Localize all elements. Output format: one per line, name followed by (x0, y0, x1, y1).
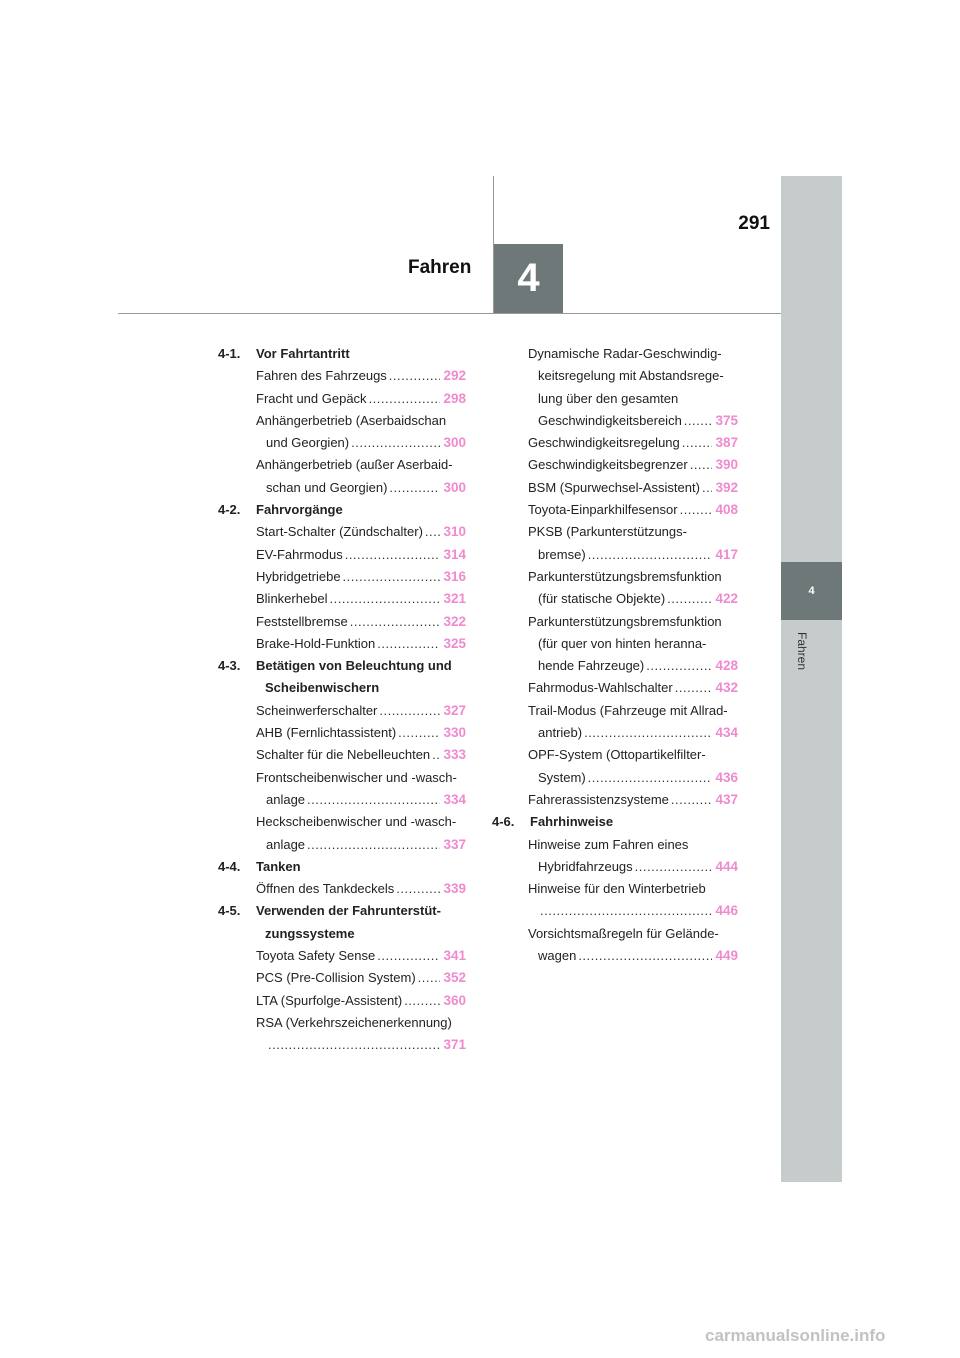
page-link[interactable]: 325 (443, 635, 466, 651)
entry-line: Hybridfahrzeugs (538, 858, 633, 874)
toc-entry[interactable] (218, 365, 466, 387)
entry-last-line (256, 945, 466, 967)
toc-entry[interactable] (218, 544, 466, 566)
section-title-line: Verwenden der Fahrunterstüt- (256, 903, 441, 919)
entry-last-line (256, 521, 466, 543)
dot-leader (682, 432, 713, 454)
toc-entry[interactable] (218, 410, 466, 455)
page-link[interactable]: 390 (715, 457, 738, 473)
entry-last-line (528, 432, 738, 454)
entry-line: Öffnen des Tankdeckels (256, 881, 395, 897)
entry-last-line (528, 499, 738, 521)
entry-line: Parkunterstützungsbremsfunktion (528, 568, 722, 584)
dot-leader (588, 767, 713, 789)
page-link[interactable]: 327 (443, 702, 466, 718)
entry-last-line (256, 611, 466, 633)
entry-last-line (528, 454, 738, 476)
page-link[interactable]: 444 (715, 858, 738, 874)
entry-line: Dynamische Radar-Geschwindig- (528, 346, 722, 361)
toc-entry[interactable] (492, 700, 738, 745)
toc-section-heading (218, 900, 466, 945)
entry-last-line (256, 878, 466, 900)
section-title-line: Vor Fahrtantritt (256, 346, 350, 361)
dot-leader (351, 432, 440, 454)
toc-entry[interactable] (218, 767, 466, 812)
toc-entry[interactable] (492, 454, 738, 476)
page-link[interactable]: 446 (715, 903, 738, 919)
dot-leader (343, 566, 441, 588)
section-title-line: Betätigen von Beleuchtung und (256, 658, 452, 674)
toc-entry[interactable] (218, 454, 466, 499)
entry-line: RSA (Verkehrszeichenerkennung) (256, 1014, 452, 1030)
toc-right-column (492, 343, 738, 967)
toc-entry[interactable] (218, 744, 466, 766)
page-link[interactable]: 437 (715, 791, 738, 807)
page-link[interactable]: 334 (443, 791, 466, 807)
entry-last-line (528, 477, 738, 499)
side-chapter-tab[interactable]: 4 (781, 562, 842, 620)
entry-line: antrieb) (538, 725, 583, 741)
entry-line: PKSB (Parkunterstützungs- (528, 524, 687, 540)
section-number: 4-1. (218, 346, 241, 361)
entry-last-line (256, 834, 466, 856)
page-link[interactable]: 300 (443, 479, 466, 495)
page-link[interactable]: 339 (443, 881, 466, 897)
toc-entry[interactable] (492, 521, 738, 566)
section-number: 4-3. (218, 658, 241, 674)
entry-last-line (528, 722, 738, 744)
dot-leader (377, 945, 440, 967)
page-link[interactable]: 387 (715, 435, 738, 451)
dot-leader (418, 967, 441, 989)
chapter-title: Fahren (408, 257, 472, 278)
toc-section-heading (218, 655, 466, 700)
dot-leader (671, 789, 713, 811)
page-link[interactable]: 300 (443, 435, 466, 451)
entry-last-line (256, 633, 466, 655)
page-link[interactable]: 316 (443, 568, 466, 584)
dot-leader (379, 700, 440, 722)
entry-line: Vorsichtsmaßregeln für Gelände- (528, 925, 719, 941)
toc-entry[interactable] (218, 722, 466, 744)
toc-entry[interactable] (492, 878, 738, 923)
section-title-line: Fahrhinweise (530, 814, 614, 830)
toc-entry[interactable] (218, 1012, 466, 1057)
entry-line: Fahrmodus-Wahlschalter (528, 680, 673, 696)
entry-line: schan und Georgien) (266, 479, 388, 495)
toc-entry[interactable] (218, 811, 466, 856)
entry-line: keitsregelung mit Abstandsrege- (538, 368, 724, 384)
toc-left-column (218, 343, 466, 1057)
toc-entry[interactable] (492, 566, 738, 611)
entry-line: bremse) (538, 546, 586, 562)
entry-line: (für quer von hinten heranna- (538, 635, 707, 651)
toc-entry[interactable] (218, 588, 466, 610)
dot-leader (404, 990, 440, 1012)
toc-entry[interactable] (218, 700, 466, 722)
section-number: 4-5. (218, 903, 241, 919)
entry-line: hende Fahrzeuge) (538, 658, 645, 674)
entry-line: OPF-System (Ottopartikelfilter- (528, 747, 706, 763)
dot-leader (425, 521, 441, 543)
toc-entry[interactable] (492, 499, 738, 521)
entry-last-line (256, 990, 466, 1012)
entry-last-line (528, 588, 738, 610)
dot-leader (389, 477, 440, 499)
entry-last-line (256, 1034, 466, 1056)
toc-entry[interactable] (492, 432, 738, 454)
entry-last-line (256, 967, 466, 989)
page-link[interactable]: 371 (443, 1037, 466, 1053)
dot-leader (389, 365, 441, 387)
page-link[interactable]: 434 (715, 725, 738, 741)
toc-entry[interactable] (218, 945, 466, 967)
dot-leader (635, 856, 713, 878)
dot-leader (268, 1034, 440, 1056)
entry-line: PCS (Pre-Collision System) (256, 970, 416, 986)
toc-section-heading (492, 811, 738, 833)
entry-last-line (256, 722, 466, 744)
entry-line: Hinweise zum Fahren eines (528, 836, 689, 852)
entry-last-line (256, 544, 466, 566)
entry-line: lung über den gesamten (538, 390, 679, 406)
toc-entry[interactable] (492, 789, 738, 811)
dot-leader (396, 878, 440, 900)
entry-line: Hybridgetriebe (256, 568, 341, 584)
entry-line: Heckscheibenwischer und -wasch- (256, 814, 457, 830)
entry-line: System) (538, 769, 586, 785)
dot-leader (690, 454, 713, 476)
side-chapter-label-text: Fahren (795, 632, 809, 671)
dot-leader (646, 655, 712, 677)
toc-entry[interactable] (492, 744, 738, 789)
entry-line: Hinweise für den Winterbetrieb (528, 881, 706, 897)
toc-entry[interactable] (218, 521, 466, 543)
dot-leader (432, 744, 440, 766)
entry-line: wagen (538, 948, 577, 964)
entry-line: Schalter für die Nebelleuchten (256, 747, 431, 763)
header-horizontal-rule (118, 313, 781, 314)
entry-line: und Georgien) (266, 435, 350, 451)
page-link[interactable]: 408 (715, 502, 738, 518)
page-link[interactable]: 375 (715, 412, 738, 428)
section-number: 4-4. (218, 858, 241, 874)
entry-last-line (256, 588, 466, 610)
toc-entry[interactable] (492, 834, 738, 879)
page-link[interactable]: 322 (443, 613, 466, 629)
page-link[interactable]: 310 (443, 524, 466, 540)
entry-line: Trail-Modus (Fahrzeuge mit Allrad- (528, 702, 728, 718)
entry-line: Geschwindigkeitsbereich (538, 412, 682, 428)
entry-line: Fracht und Gepäck (256, 390, 367, 406)
entry-line: Brake-Hold-Funktion (256, 635, 376, 651)
page-number: 291 (738, 213, 770, 234)
section-title (256, 655, 466, 700)
entry-last-line (528, 544, 738, 566)
entry-line: Start-Schalter (Zündschalter) (256, 524, 423, 540)
entry-line: (für statische Objekte) (538, 591, 666, 607)
entry-last-line (256, 789, 466, 811)
section-title (256, 856, 466, 878)
page-link[interactable]: 330 (443, 725, 466, 741)
entry-last-line (256, 477, 466, 499)
entry-line: Parkunterstützungsbremsfunktion (528, 613, 722, 629)
entry-line: Toyota Safety Sense (256, 948, 376, 964)
watermark: carmanualsonline.info (705, 1326, 886, 1345)
toc-entry[interactable] (218, 566, 466, 588)
section-number: 4-6. (492, 814, 515, 830)
dot-leader (350, 611, 441, 633)
page-link[interactable]: 360 (443, 992, 466, 1008)
page-link[interactable]: 337 (443, 836, 466, 852)
section-title-line: Fahrvorgänge (256, 502, 343, 518)
entry-last-line (528, 410, 738, 432)
toc-entry[interactable] (218, 878, 466, 900)
entry-last-line (528, 655, 738, 677)
entry-line: Anhängerbetrieb (Aserbaidschan (256, 412, 447, 428)
entry-line: Feststellbremse (256, 613, 348, 629)
chapter-number-box: 4 (494, 244, 563, 313)
page-link[interactable]: 422 (715, 591, 738, 607)
entry-last-line (256, 744, 466, 766)
page-link[interactable]: 298 (443, 390, 466, 406)
toc-entry[interactable] (492, 677, 738, 699)
entry-last-line (256, 700, 466, 722)
dot-leader (584, 722, 712, 744)
dot-leader (307, 789, 440, 811)
page-link[interactable]: 314 (443, 546, 466, 562)
entry-line: Fahrerassistenzsysteme (528, 791, 669, 807)
page-link[interactable]: 352 (443, 970, 466, 986)
dot-leader (684, 410, 713, 432)
entry-last-line (256, 432, 466, 454)
page-link[interactable]: 436 (715, 769, 738, 785)
entry-line: Frontscheibenwischer und -wasch- (256, 769, 457, 785)
toc-entry[interactable] (218, 611, 466, 633)
page-link[interactable]: 333 (443, 747, 466, 763)
section-title-line: Tanken (256, 858, 301, 874)
entry-last-line (256, 566, 466, 588)
dot-leader (369, 388, 441, 410)
page-link[interactable]: 428 (715, 658, 738, 674)
entry-last-line (528, 900, 738, 922)
toc-entry[interactable] (492, 343, 738, 432)
entry-line: Blinkerhebel (256, 591, 328, 607)
section-title (530, 811, 738, 833)
page-link[interactable]: 292 (443, 368, 466, 384)
entry-last-line (528, 945, 738, 967)
entry-line: Anhängerbetrieb (außer Aserbaid- (256, 457, 453, 473)
dot-leader (377, 633, 440, 655)
toc-entry[interactable] (218, 633, 466, 655)
side-chapter-label (795, 632, 825, 682)
entry-line: EV-Fahrmodus (256, 546, 343, 562)
entry-line: Toyota-Einparkhilfesensor (528, 502, 678, 518)
entry-line: LTA (Spurfolge-Assistent) (256, 992, 403, 1008)
page-link[interactable]: 417 (715, 546, 738, 562)
page-link[interactable]: 449 (715, 948, 738, 964)
entry-last-line (528, 767, 738, 789)
toc-section-heading (218, 343, 466, 365)
dot-leader (330, 588, 441, 610)
dot-leader (667, 588, 712, 610)
section-title-line: Scheibenwischern (265, 680, 380, 696)
dot-leader (540, 900, 712, 922)
entry-last-line (528, 856, 738, 878)
dot-leader (702, 477, 713, 499)
entry-line: BSM (Spurwechsel-Assistent) (528, 479, 700, 495)
entry-line: AHB (Fernlichtassistent) (256, 725, 397, 741)
page-link[interactable]: 392 (715, 479, 738, 495)
section-title (256, 900, 466, 945)
toc-section-heading (218, 856, 466, 878)
entry-line: Geschwindigkeitsregelung (528, 435, 680, 451)
toc-entry[interactable] (492, 477, 738, 499)
toc-entry[interactable] (218, 990, 466, 1012)
page-link[interactable]: 432 (715, 680, 738, 696)
entry-line: anlage (266, 791, 306, 807)
section-title (256, 343, 466, 365)
page-link[interactable]: 341 (443, 948, 466, 964)
entry-line: Scheinwerferschalter (256, 702, 378, 718)
dot-leader (307, 834, 440, 856)
dot-leader (345, 544, 441, 566)
dot-leader (398, 722, 440, 744)
entry-last-line (256, 388, 466, 410)
dot-leader (675, 677, 713, 699)
entry-last-line (256, 365, 466, 387)
entry-line: anlage (266, 836, 306, 852)
toc-entry[interactable] (492, 611, 738, 678)
dot-leader (578, 945, 712, 967)
entry-last-line (528, 789, 738, 811)
entry-line: Fahren des Fahrzeugs (256, 368, 387, 384)
section-title (256, 499, 466, 521)
section-title-line: zungssysteme (265, 925, 355, 941)
page-link[interactable]: 321 (443, 591, 466, 607)
toc-entry[interactable] (218, 967, 466, 989)
entry-last-line (528, 677, 738, 699)
toc-section-heading (218, 499, 466, 521)
toc-entry[interactable] (492, 923, 738, 968)
section-number: 4-2. (218, 502, 241, 518)
dot-leader (588, 544, 713, 566)
toc-entry[interactable] (218, 388, 466, 410)
dot-leader (680, 499, 713, 521)
entry-line: Geschwindigkeitsbegrenzer (528, 457, 688, 473)
